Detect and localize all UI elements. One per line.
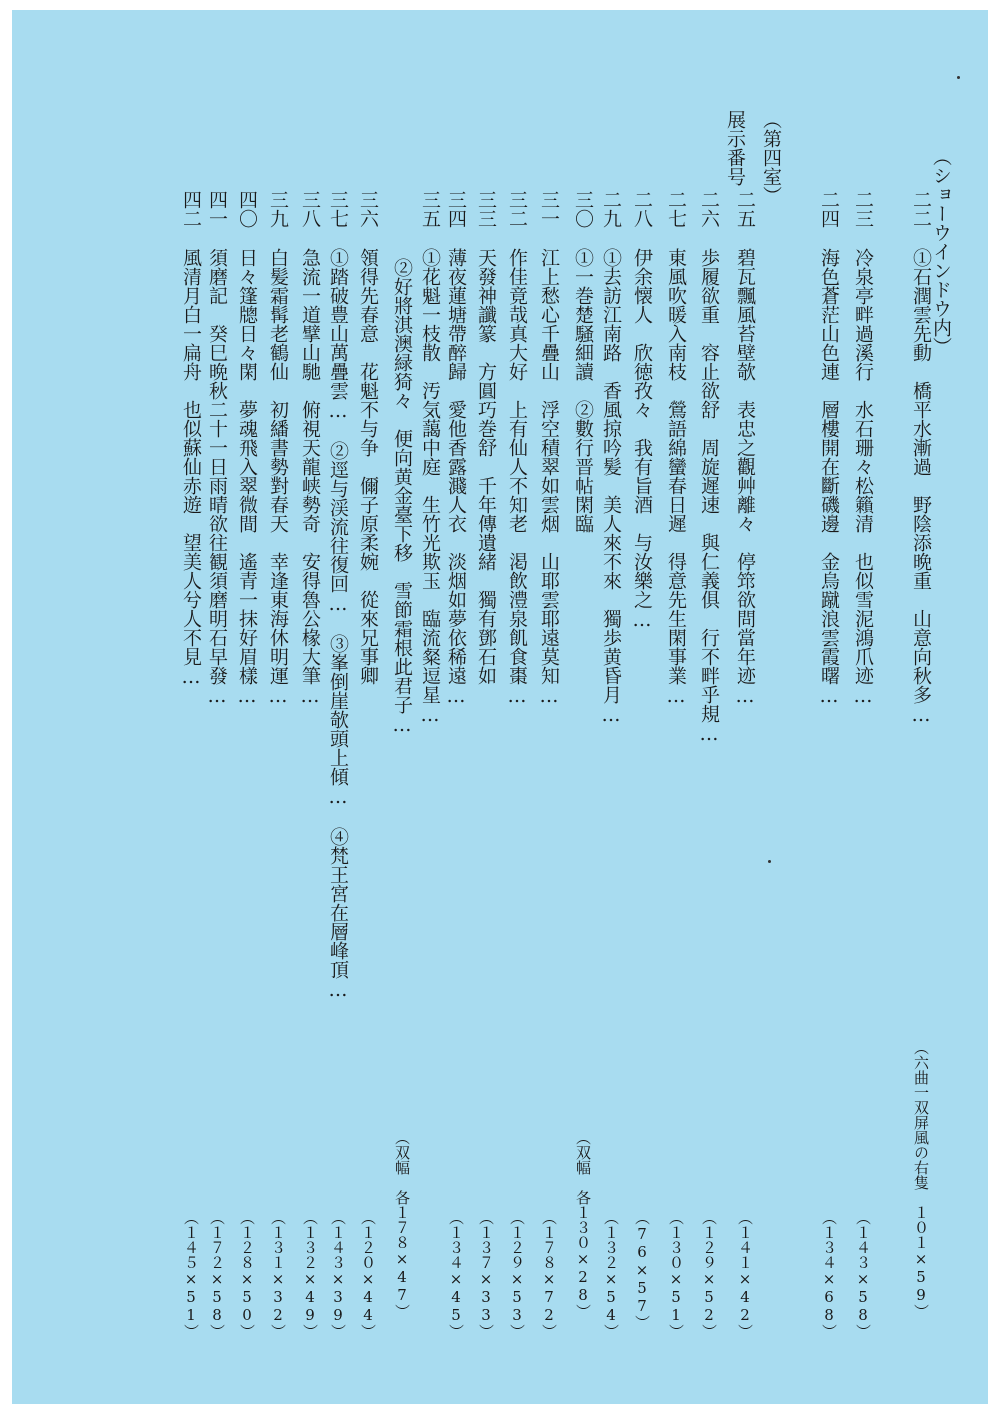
poem-text: 急流一道擘山馳 俯視天龍峡勢奇 安得魯公椽大筆…: [299, 248, 321, 707]
exhibit-entry: [851, 190, 875, 707]
exhibit-entry: [664, 190, 688, 707]
dimensions-label: （１３７×33）: [477, 1210, 495, 1339]
poem-text: 海色蒼茫山色連 層樓開在斷磯邊 金烏蹴浪雲霞曙…: [818, 248, 840, 707]
dimensions-label: （１２９×53）: [508, 1210, 526, 1339]
dimensions-label: （１４１×42）: [736, 1210, 754, 1339]
dimensions-label: （１７２×58）: [208, 1210, 226, 1339]
poem-text: 天發神讖篆 方圓巧巻舒 千年傳遺緒 獨有鄧石如: [475, 248, 497, 685]
exhibit-entry: [298, 190, 322, 707]
dimensions-label: （76×57）: [633, 1210, 651, 1330]
poem-text: 東風吹暖入南枝 鶯語綿蠻春日遲 得意先生閑事業…: [665, 248, 687, 707]
exhibit-entry: [599, 190, 623, 726]
exhibit-number: 三八: [299, 190, 321, 228]
exhibit-entry: [444, 190, 468, 707]
exhibit-number: 三〇: [572, 190, 594, 228]
header-showwindow: （ショーウインドウ内）: [930, 147, 952, 356]
poem-text: 日々篷牕日々閑 夢魂飛入翠微間 遙青一抹好眉樣…: [236, 248, 258, 707]
exhibit-entry: [571, 190, 595, 533]
exhibit-entry: [733, 190, 757, 707]
exhibit-number: 二五: [734, 190, 756, 228]
catalog-page: [12, 10, 988, 1404]
exhibit-number: 三三: [475, 190, 497, 228]
exhibit-number: 三七: [327, 190, 349, 228]
exhibit-entry: [909, 190, 933, 726]
exhibit-number: 二八: [631, 190, 653, 228]
poem-text: 碧瓦飄風苔壁欹 表忠之觀艸離々 停筇欲問當年迹…: [734, 248, 756, 707]
dimensions-label: （１４３×58）: [854, 1210, 872, 1339]
dimensions-label: （１７８×72）: [540, 1210, 558, 1339]
poem-text: ①一巻楚騒細讀 ②數行晋帖閑臨: [572, 248, 594, 533]
exhibit-entry: [266, 190, 290, 707]
dimensions-label: （１２９×52）: [700, 1210, 718, 1339]
exhibit-entry: [537, 190, 561, 707]
exhibit-number: 二三: [852, 190, 874, 228]
exhibit-entry: [235, 190, 259, 707]
poem-text: ①石潤雲先動 橋平水漸過 野陰添晩重 山意向秋多…: [910, 248, 932, 726]
poem-text: ①踏破豊山萬疊雲… ②逕与渓流往復回… ③峯倒崖欹頭上傾… ④梵王宮在層峰頂…: [327, 248, 349, 1001]
exhibit-entry: [205, 190, 229, 707]
header-exhibit-no: 展示番号: [724, 110, 746, 186]
exhibit-entry: [505, 190, 529, 707]
exhibit-entry: [326, 190, 350, 1001]
poem-text: 伊余懐人 欣徳孜々 我有旨酒 与汝樂之…: [631, 248, 653, 631]
exhibit-entry: [390, 238, 414, 736]
speck-mark: [957, 76, 960, 79]
exhibit-entry: [630, 190, 654, 631]
poem-text: ①花魁一枝散 汚気藹中庭 生竹光欺玉 臨流粲逗星…: [419, 248, 441, 726]
exhibit-number: 二九: [600, 190, 622, 228]
header-room4: （第四室）: [760, 110, 782, 205]
exhibit-number: 三四: [445, 190, 467, 228]
exhibit-entry: [697, 190, 721, 745]
poem-text: 作佳竟哉真大好 上有仙人不知老 渇飲澧泉飢食棗…: [506, 248, 528, 707]
speck-mark: [768, 860, 771, 863]
dimensions-label: （１３２×54）: [602, 1210, 620, 1339]
dimensions-label: （双幅 各１３０×28）: [574, 1130, 592, 1319]
exhibit-number: 三五: [419, 190, 441, 228]
exhibit-entry: [817, 190, 841, 707]
poem-text: 須磨記 癸巳晩秋二十一日雨晴欲往観須磨明石早發…: [206, 248, 228, 707]
dimensions-label: （１２８×50）: [238, 1210, 256, 1339]
dimensions-label: （１３２×49）: [301, 1210, 319, 1339]
exhibit-entry: [356, 190, 380, 685]
exhibit-number: 二四: [818, 190, 840, 228]
dimensions-label: （１３０×51）: [667, 1210, 685, 1339]
dimensions-label: （１２０×44）: [359, 1210, 377, 1339]
poem-text: 江上愁心千疊山 浮空積翠如雲烟 山耶雲耶遠莫知…: [538, 248, 560, 707]
poem-text: 冷泉亭畔過溪行 水石珊々松籟清 也似雪泥鴻爪迹…: [852, 248, 874, 707]
poem-text: 白髪霜髯老鶴仙 初繙書勢對春天 幸逢東海休明運…: [267, 248, 289, 707]
exhibit-number: 三二: [506, 190, 528, 228]
dimensions-label: （１３４×68）: [820, 1210, 838, 1339]
exhibit-number: 二七: [665, 190, 687, 228]
exhibit-number: 三一: [538, 190, 560, 228]
poem-text: 風清月白一扁舟 也似蘇仙赤遊 望美人兮人不見…: [180, 248, 202, 688]
poem-text: ②好將淇澳緑猗々 便向黄金臺下移 雪節霜根此君子…: [391, 258, 413, 736]
poem-text: 領得先春意 花魁不与争 儞子原柔婉 從來兄事卿: [357, 248, 379, 685]
dimensions-label: （双幅 各１７８×47）: [393, 1130, 411, 1319]
dimensions-label: （１３１×32）: [269, 1210, 287, 1339]
dimensions-label: （六曲一双屏風の右隻 １０１×59）: [912, 1040, 930, 1319]
dimensions-label: （１３４×45）: [447, 1210, 465, 1339]
exhibit-number: 三六: [357, 190, 379, 228]
exhibit-number: 四〇: [236, 190, 258, 228]
poem-text: 歩履欲重 容止欲舒 周旋遲速 與仁義俱 行不畔乎規…: [698, 248, 720, 745]
exhibit-number: 二六: [698, 190, 720, 228]
exhibit-entry: [179, 190, 203, 688]
exhibit-entry: [418, 190, 442, 726]
exhibit-entry: [474, 190, 498, 685]
dimensions-label: （１４５×51）: [182, 1210, 200, 1339]
poem-text: 薄夜蓮塘帶醉歸 愛他香露濺人衣 淡烟如夢依稀遠…: [445, 248, 467, 707]
exhibit-number: 四二: [180, 190, 202, 228]
exhibit-number: 三九: [267, 190, 289, 228]
dimensions-label: （１４３×39）: [329, 1210, 347, 1339]
exhibit-number: 四一: [206, 190, 228, 228]
poem-text: ①去訪江南路 香風掠吟髪 美人來不來 獨歩黄昏月…: [600, 248, 622, 726]
exhibit-number: 二二: [910, 190, 932, 228]
